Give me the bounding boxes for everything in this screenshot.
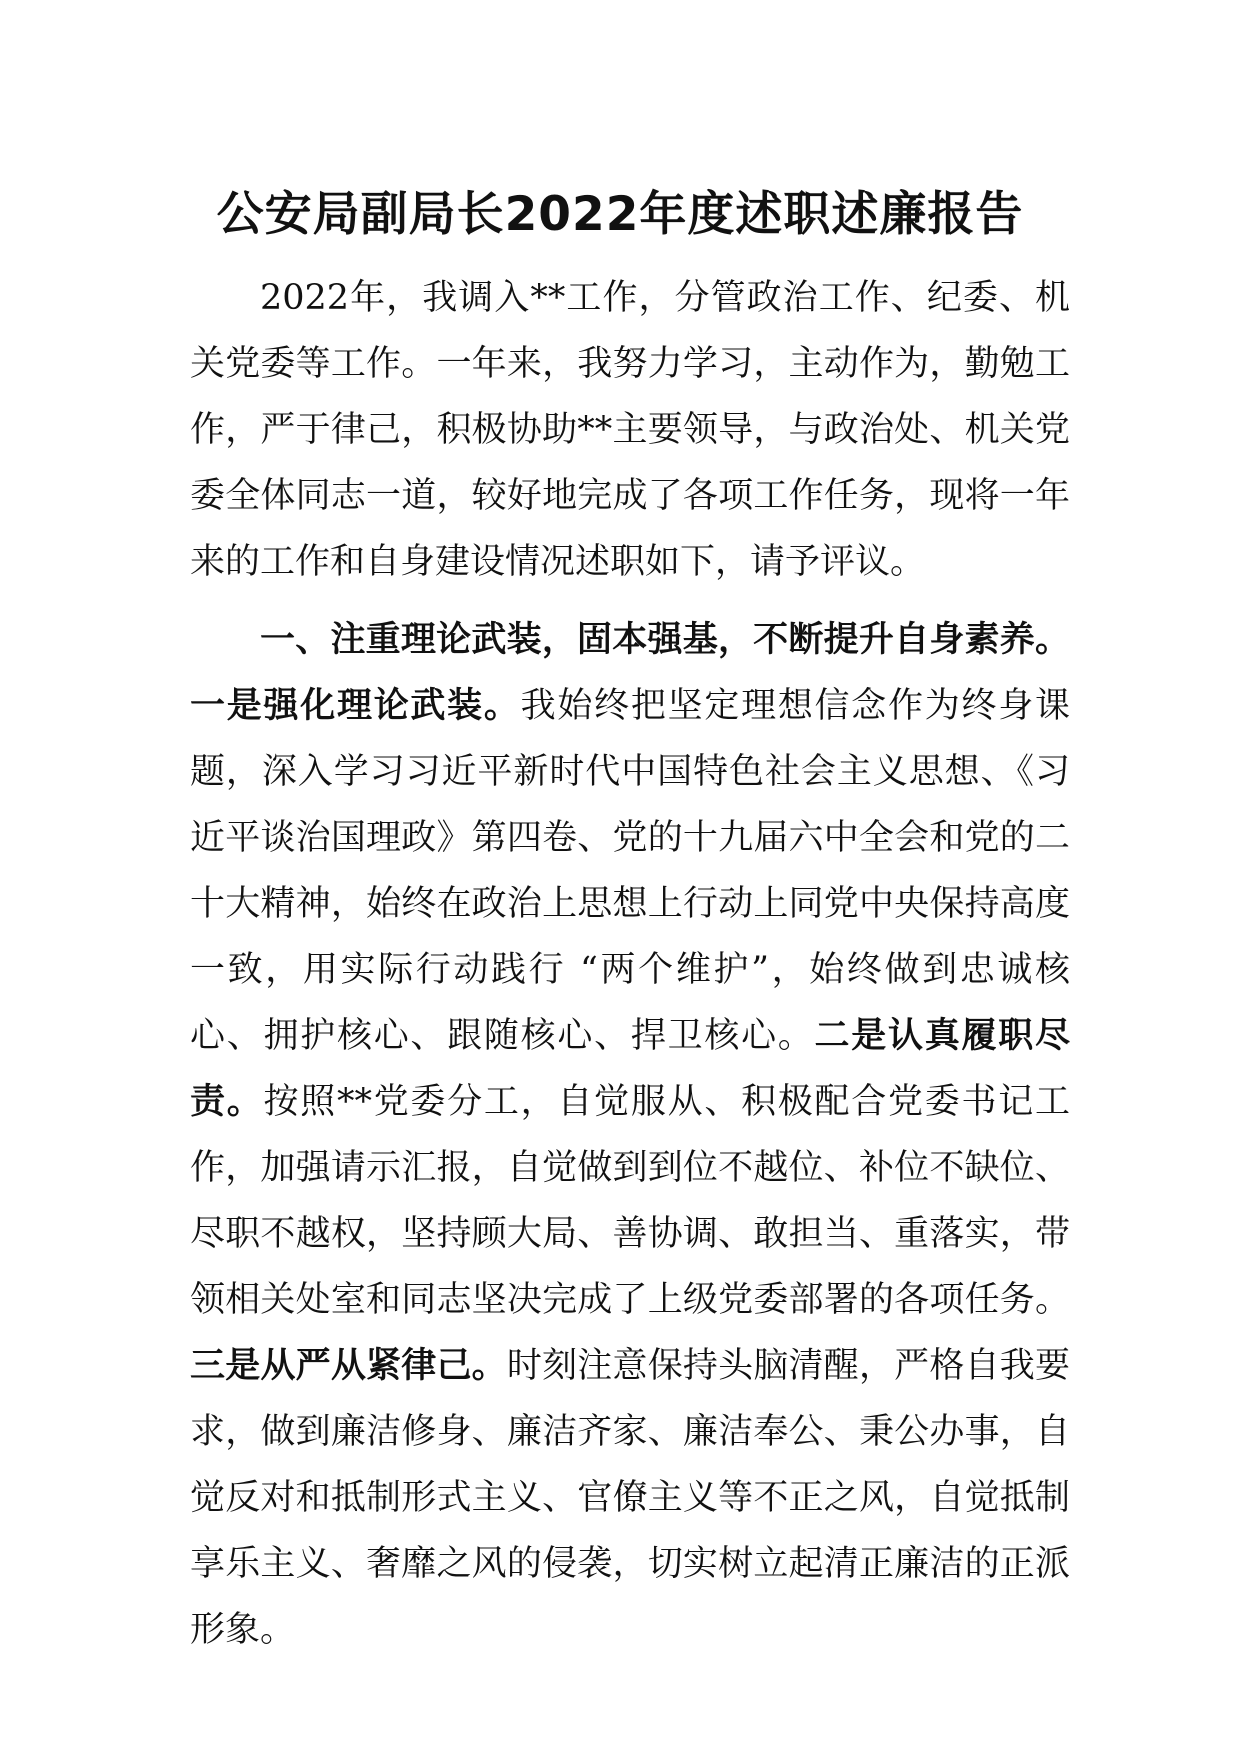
document-title: 公安局副局长2022年度述职述廉报告 bbox=[216, 187, 1024, 242]
point-2-text: 按照**党委分工，自觉服从、积极配合党委书记工作，加强请示汇报，自觉做到到位不越位、补位不缺位、尽职不越权，坚持顾大局、善协调、敢担当、重落实，带领相关处室和同志坚决完成了上级党委部署的各项任务。 bbox=[190, 1082, 1070, 1320]
point-3-label: 三是从严从紧律己。 bbox=[190, 1346, 507, 1386]
section-1-heading: 一、注重理论武装，固本强基，不断提升自身素养。 bbox=[260, 620, 1070, 660]
point-2-label: 二是认真履职尽责。 bbox=[190, 1016, 1070, 1122]
intro-paragraph: 2022年，我调入**工作，分管政治工作、纪委、机关党委等工作。一年来，我努力学习，主动作为，勤勉工作，严于律己，积极协助**主要领导，与政治处、机关党委全体同志一道，较好地完成了各项工作任务，现将一年来的工作和自身建设情况述职如下，请予评议。 bbox=[190, 278, 1070, 582]
point-1-text: 我始终把坚定理想信念作为终身课题，深入学习习近平新时代中国特色社会主义思想、《习近平谈治国理政》第四卷、党的十九届六中全会和党的二十大精神，始终在政治上思想上行动上同党中央保持高度一致，用实际行动践行 “两个维护”，始终做到忠诚核心、拥护核心、跟随核心、捍卫核心。 bbox=[190, 686, 1070, 1056]
intro-block bbox=[190, 265, 1070, 595]
section-1-block bbox=[190, 607, 1070, 1663]
point-3-text: 时刻注意保持头脑清醒，严格自我要求，做到廉洁修身、廉洁齐家、廉洁奉公、秉公办事，自觉反对和抵制形式主义、官僚主义等不正之风，自觉抵制享乐主义、奢靡之风的侵袭，切实树立起清正廉洁的正派形象。 bbox=[190, 1346, 1070, 1650]
point-1-label: 一是强化理论武装。 bbox=[190, 686, 521, 726]
section-1-paragraph bbox=[190, 607, 1070, 1663]
